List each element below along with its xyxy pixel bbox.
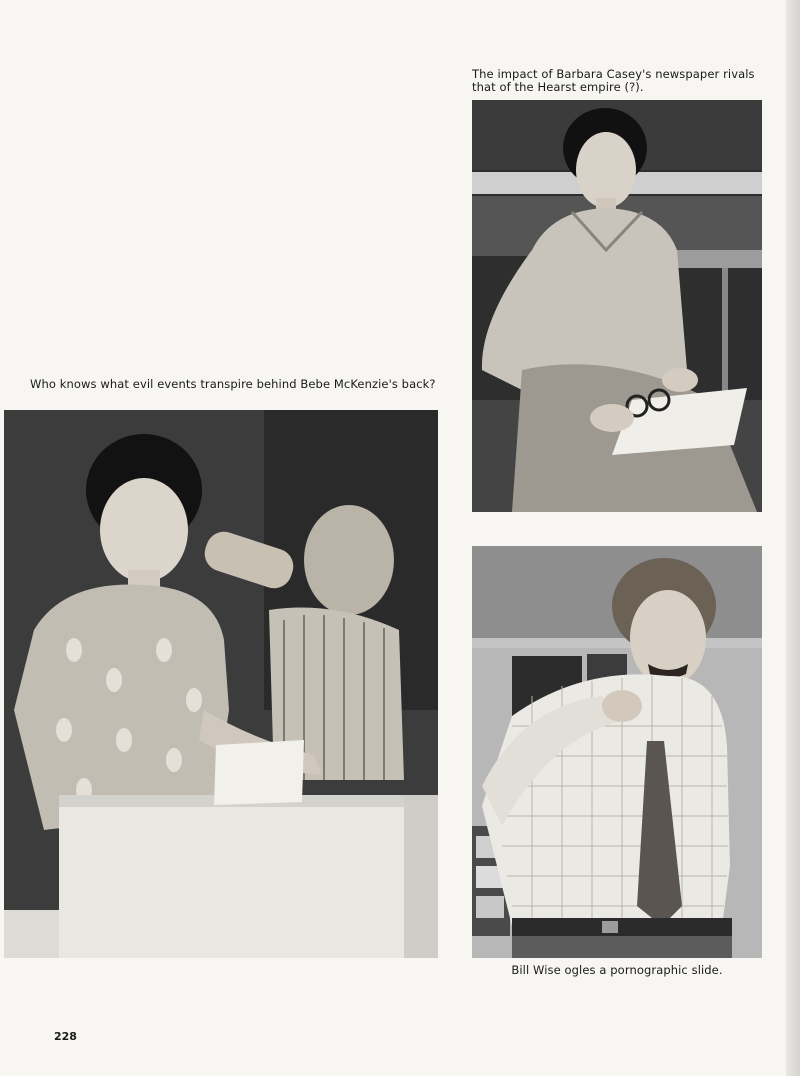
caption-casey: The impact of Barbara Casey's newspaper rivals that of the Hearst empire (?). — [472, 67, 755, 94]
caption-wise: Bill Wise ogles a pornographic slide. — [511, 963, 723, 977]
page-edge — [786, 0, 800, 1076]
photo-bill-wise — [472, 546, 762, 958]
photo-bebe-mckenzie — [4, 410, 438, 958]
page-number: 228 — [54, 1030, 77, 1043]
caption-mckenzie: Who knows what evil events transpire behind Bebe McKenzie's back? — [30, 377, 436, 391]
photo-barbara-casey — [472, 100, 762, 512]
